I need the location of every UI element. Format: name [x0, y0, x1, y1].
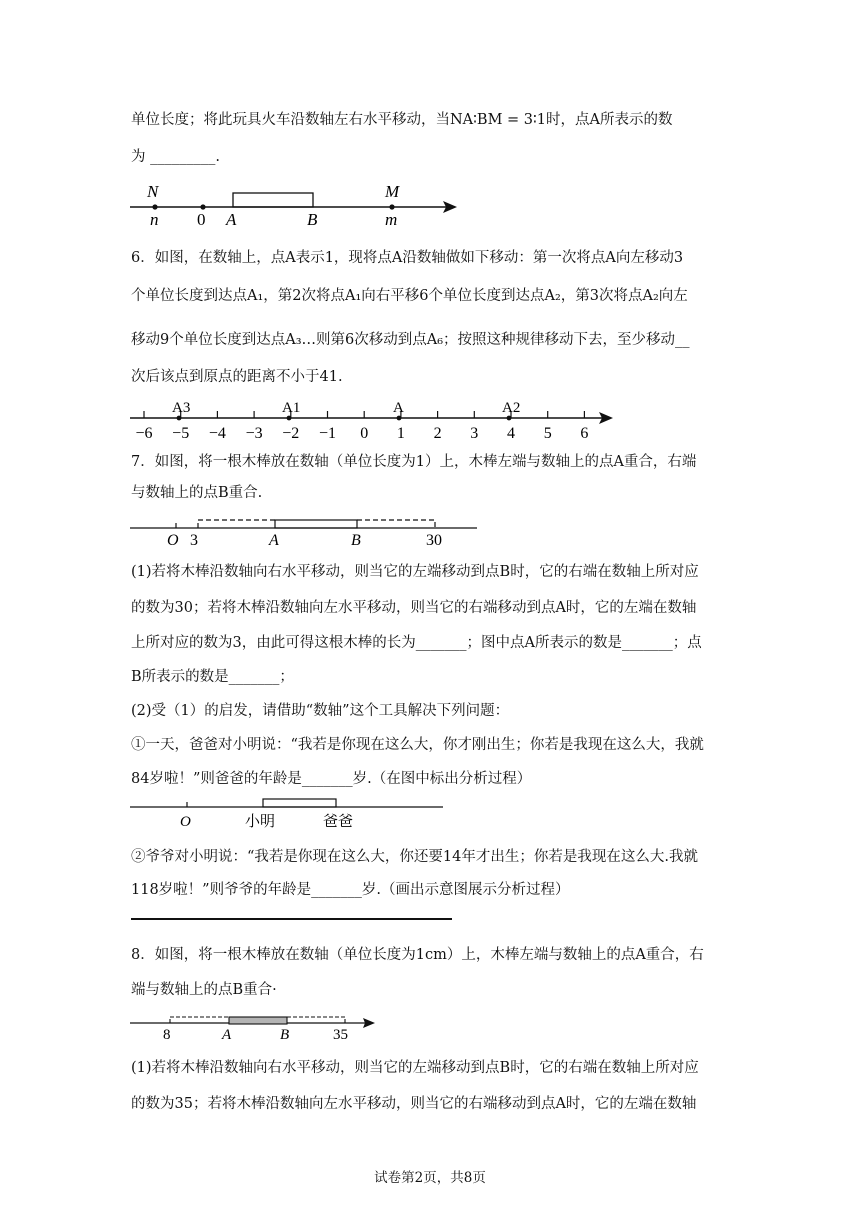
- text-line-10: 的数为30；若将木棒沿数轴向左水平移动，则当它的右端移动到点A时，它的左端在数轴: [131, 600, 697, 616]
- tick-label: −3: [245, 425, 263, 442]
- tick-label: −4: [208, 425, 226, 442]
- label-M: M: [385, 182, 400, 201]
- figure-axis-question-6: [125, 396, 625, 444]
- tick-label: 6: [580, 425, 589, 442]
- label-A: A: [226, 210, 237, 229]
- tick-label: −5: [172, 425, 190, 442]
- text-line-3: 6．如图，在数轴上，点A表示1，现将点A沿数轴做如下移动：第一次将点A向左移动3: [131, 250, 684, 266]
- label-B: B: [280, 1027, 290, 1043]
- text-line-6: 次后该点到原点的距离不小于41.: [131, 369, 343, 385]
- label-B: B: [351, 532, 361, 549]
- point-label-A2: A2: [502, 400, 521, 416]
- figure-stick-question-8: [125, 1008, 385, 1044]
- tick-label: −2: [282, 425, 300, 442]
- label-8: 8: [163, 1027, 171, 1043]
- text-line-8: 与数轴上的点B重合.: [131, 485, 263, 501]
- text-line-13: (2)受（1）的启发，请借助“数轴”这个工具解决下列问题：: [131, 703, 510, 719]
- label-m: m: [385, 210, 398, 229]
- page-footer: 试卷第2页，共8页: [374, 1170, 486, 1186]
- label-30: 30: [426, 532, 442, 549]
- point-label-A3: A3: [172, 400, 191, 416]
- label-35: 35: [333, 1027, 348, 1043]
- label-xiaoming: 小明: [245, 814, 276, 830]
- text-line-18: 8．如图，将一根木棒放在数轴（单位长度为1cm）上，木棒左端与数轴上的点A重合，右: [131, 947, 704, 963]
- tick-label: −1: [318, 425, 337, 442]
- label-A: A: [269, 532, 279, 549]
- text-line-4: 个单位长度到达点A₁，第2次将点A₁向右平移6个单位长度到达点A₂，第3次将点A₂向左: [131, 288, 688, 304]
- text-line-2: 为 _________.: [131, 149, 220, 165]
- figure-age-question-7: [125, 794, 455, 834]
- tick-label: −6: [135, 425, 153, 442]
- answer-drawing-line: [131, 918, 452, 920]
- figure-stick-question-7: [125, 512, 485, 552]
- text-line-9: (1)若将木棒沿数轴向右水平移动，则当它的左端移动到点B时，它的右端在数轴上所对应: [131, 564, 699, 580]
- tick-label: 0: [360, 425, 369, 442]
- text-line-17: 118岁啦！”则爷爷的年龄是_______岁.（画出示意图展示分析过程）: [131, 882, 570, 898]
- label-O: O: [180, 814, 191, 830]
- text-line-20: (1)若将木棒沿数轴向右水平移动，则当它的左端移动到点B时，它的右端在数轴上所对应: [131, 1060, 699, 1076]
- label-0: 0: [197, 210, 206, 229]
- label-N: N: [147, 182, 159, 201]
- text-line-11: 上所对应的数为3，由此可得这根木棒的长为_______；图中点A所表示的数是_______；点: [131, 635, 702, 651]
- label-n: n: [150, 210, 159, 229]
- text-line-15: 84岁啦！”则爸爸的年龄是_______岁.（在图中标出分析过程）: [131, 771, 532, 787]
- tick-label: 4: [507, 425, 515, 442]
- text-line-7: 7．如图，将一根木棒放在数轴（单位长度为1）上，木棒左端与数轴上的点A重合，右端: [131, 454, 697, 470]
- tick-label: 3: [470, 425, 479, 442]
- tick-label: 2: [433, 425, 442, 442]
- text-line-12: B所表示的数是_______；: [131, 669, 294, 685]
- text-line-1: 单位长度；将此玩具火车沿数轴左右水平移动，当NA∶BM = 3∶1时，点A所表示的数: [131, 112, 673, 128]
- point-label-A1: A1: [282, 400, 301, 416]
- label-B: B: [307, 210, 318, 229]
- label-baba: 爸爸: [323, 814, 354, 830]
- tick-label: 1: [396, 425, 405, 442]
- text-line-5: 移动9个单位长度到达点A₃…则第6次移动到点A₆；按照这种规律移动下去，至少移动__: [131, 332, 690, 348]
- label-A: A: [222, 1027, 232, 1043]
- label-O: O: [167, 532, 179, 549]
- label-3: 3: [190, 532, 198, 549]
- text-line-16: ②爷爷对小明说：“我若是你现在这么大，你还要14年才出生；你若是我现在这么大.我就: [131, 849, 698, 865]
- text-line-14: ①一天，爸爸对小明说：“我若是你现在这么大，你才刚出生；你若是我现在这么大，我就: [131, 737, 704, 753]
- text-line-21: 的数为35；若将木棒沿数轴向左水平移动，则当它的右端移动到点A时，它的左端在数轴: [131, 1096, 697, 1112]
- text-line-19: 端与数轴上的点B重合·: [131, 982, 277, 998]
- point-label-A: A: [393, 400, 404, 416]
- figure-train-number-line: [125, 178, 465, 230]
- tick-label: 5: [543, 425, 552, 442]
